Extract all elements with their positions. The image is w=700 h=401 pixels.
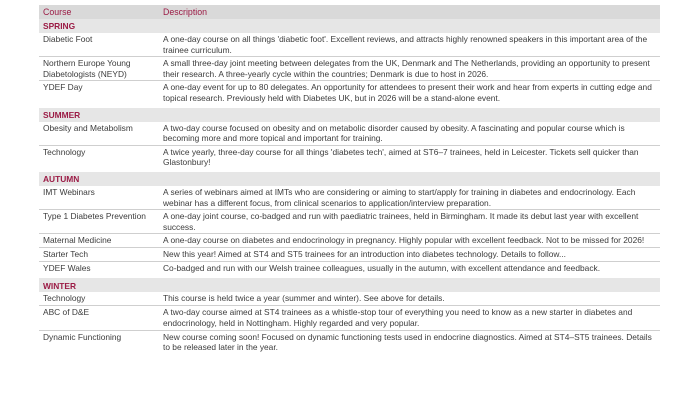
course-row	[39, 145, 660, 169]
course-row	[39, 33, 660, 57]
season-label: AUTUMN	[39, 172, 660, 186]
season-label: WINTER	[39, 278, 660, 292]
course-name: Technology	[39, 292, 159, 306]
course-description: A two-day course focused on obesity and on metabolic disorder caused by obesity. A fascinating and popular course which is becoming more and more topical and important for training.	[159, 122, 660, 146]
course-name: Maternal Medicine	[39, 234, 159, 248]
course-row	[39, 306, 660, 330]
course-description: Co-badged and run with our Welsh trainee colleagues, usually in the autumn, with excellent attendance and feedback.	[163, 263, 601, 274]
course-description: A one-day event for up to 80 delegates. An opportunity for attendees to present their work and hear from experts in cutting edge and topical research. Previously held with Diabetes UK, but in 2026 will be a stand-alone event.	[163, 82, 652, 103]
course-name: YDEF Wales	[43, 263, 91, 274]
header-row	[39, 5, 660, 19]
course-name: YDEF Day	[43, 82, 83, 93]
courses-table	[39, 5, 660, 354]
course-description: New this year! Aimed at ST4 and ST5 trainees for an introduction into diabetes technology. Details to follow...	[159, 248, 660, 262]
course-name: Obesity and Metabolism	[39, 122, 159, 146]
course-row	[39, 210, 660, 234]
course-row	[39, 81, 660, 105]
course-row	[39, 234, 660, 248]
header-course: Course	[39, 5, 159, 19]
course-name: Dynamic Functioning	[43, 331, 122, 342]
season-label: SUMMER	[39, 108, 660, 122]
season-row-winter	[39, 278, 660, 292]
course-row	[39, 248, 660, 262]
course-description: This course is held twice a year (summer and winter). See above for details.	[159, 292, 660, 306]
course-name: Diabetic Foot	[39, 33, 159, 57]
course-name: Technology	[43, 146, 86, 157]
course-description: A small three-day joint meeting between delegates from the UK, Denmark and The Netherlands, providing an opportunity to present their research. A three-yearly cycle within the countries; Denmark is due to host in 2026.	[159, 57, 660, 81]
course-description: A two-day course aimed at ST4 trainees as a whistle-stop tour of everything you need to know as a new starter in diabetes and endocrinology, held in Nottingham. Highly regarded and very popular.	[159, 306, 660, 330]
course-description: A one-day course on all things 'diabetic foot'. Excellent reviews, and attracts highly renowned speakers in this important area of the trainee curriculum.	[159, 33, 660, 57]
season-row-summer	[39, 108, 660, 122]
course-row	[39, 262, 660, 276]
course-description: A one-day course on diabetes and endocrinology in pregnancy. Highly popular with excellent feedback. Not to be missed for 2026!	[159, 234, 660, 248]
season-row-autumn	[39, 172, 660, 186]
course-row	[39, 57, 660, 81]
course-name: Northern Europe Young Diabetologists (NEYD)	[39, 57, 159, 81]
course-row	[39, 292, 660, 306]
season-row-spring	[39, 19, 660, 33]
course-name: Type 1 Diabetes Prevention	[39, 210, 159, 234]
course-row	[39, 186, 660, 210]
course-description: A series of webinars aimed at IMTs who are considering or aiming to start/apply for training in diabetes and endocrinology. Each webinar has a different focus, from clinical scenarios to application/interview preparation.	[159, 186, 660, 210]
header-description: Description	[159, 5, 660, 19]
course-description: A twice yearly, three-day course for all things 'diabetes tech', aimed at ST6–7 trainees, held in Leicester. Tickets sell quicker than Glastonbury!	[163, 146, 639, 168]
season-label: SPRING	[39, 19, 660, 33]
course-name: IMT Webinars	[39, 186, 159, 210]
course-description: A one-day joint course, co-badged and run with paediatric trainees, held in Birmingham. It made its debut last year with excellent success.	[159, 210, 660, 234]
course-row	[39, 122, 660, 146]
course-name: Starter Tech	[39, 248, 159, 262]
course-description: New course coming soon! Focused on dynamic functioning tests used in endocrine diagnostics. Aimed at ST4–ST5 trainees. Details to be released later in the year.	[163, 331, 652, 353]
course-row	[39, 330, 660, 354]
course-name: ABC of D&E	[39, 306, 159, 330]
